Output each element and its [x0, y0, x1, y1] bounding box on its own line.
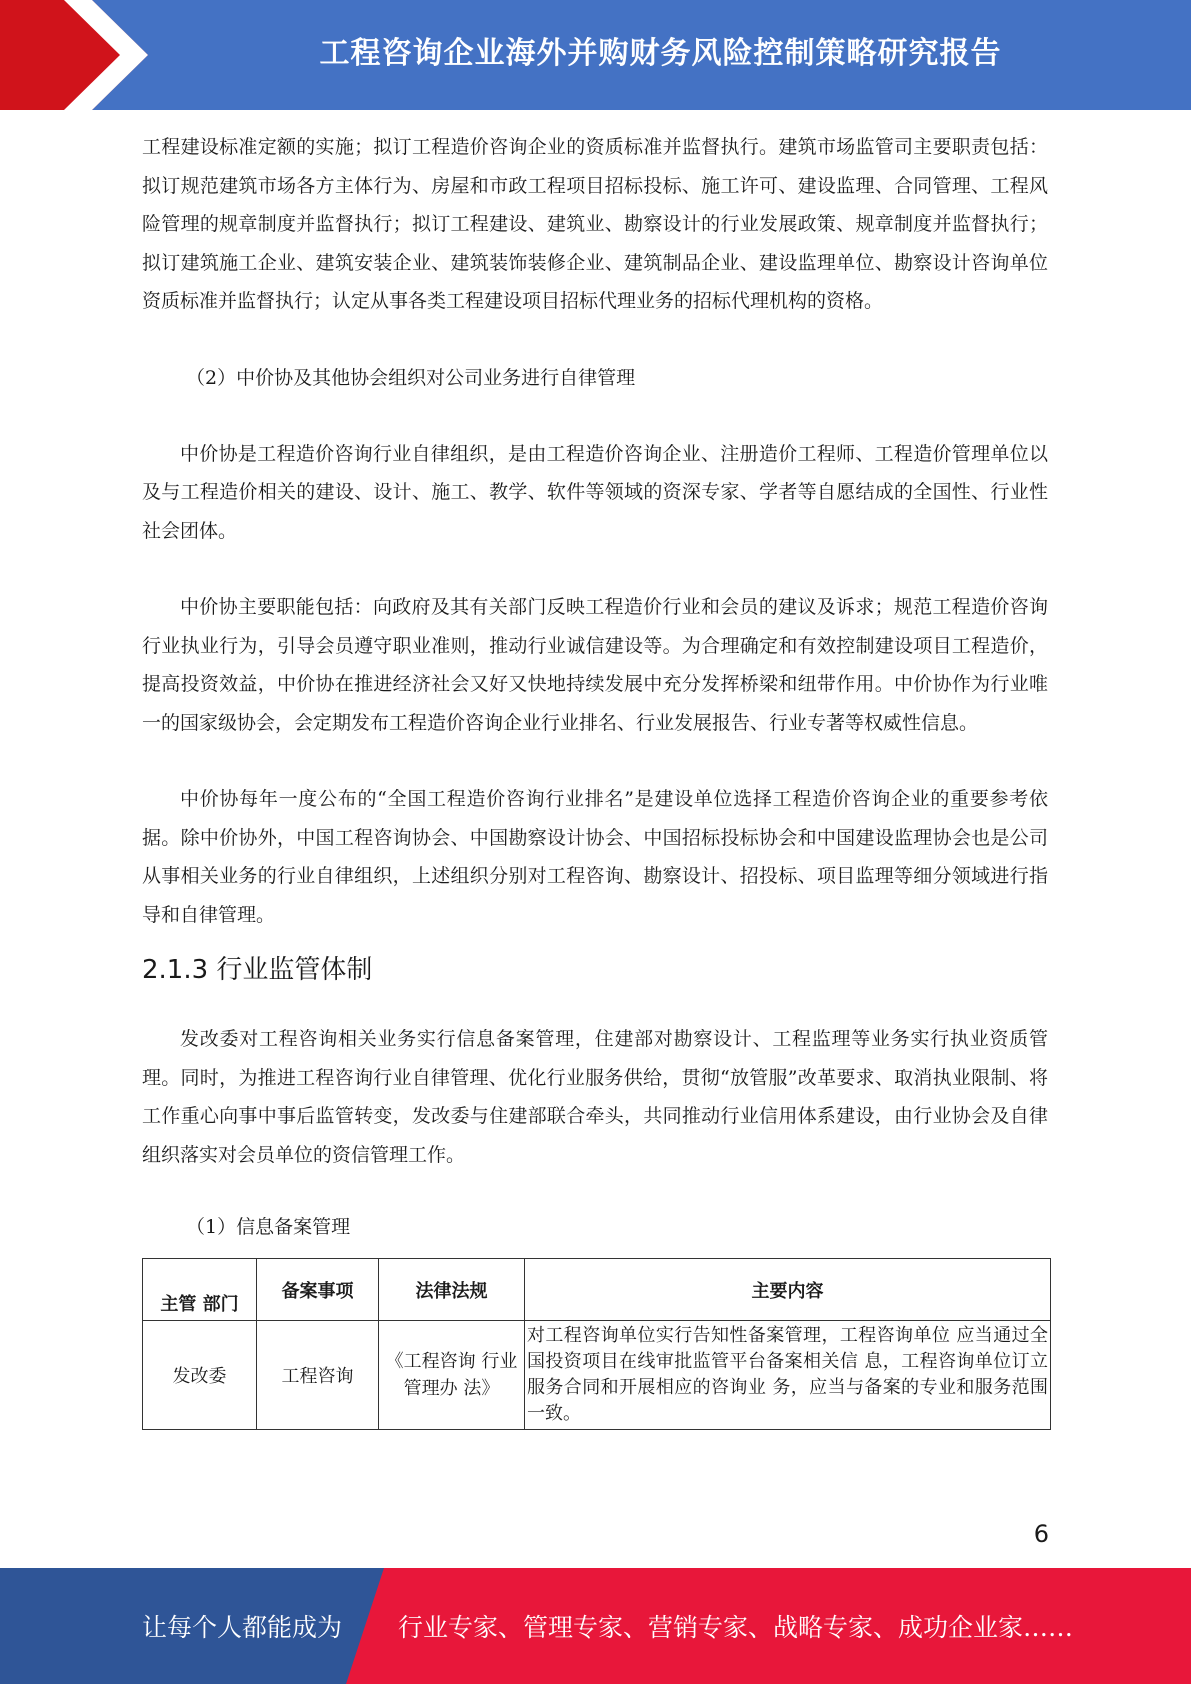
header-chevron-decoration — [0, 0, 170, 110]
paragraph-2: 中价协是工程造价咨询行业自律组织，是由工程造价咨询企业、注册造价工程师、工程造价管理单位以及与工程造价相关的建设、设计、施工、教学、软件等领域的资深专家、学者等自愿结成的全国性、行业性社会团体。 — [142, 442, 1048, 542]
table-header-cell: 主要内容 — [525, 1259, 1051, 1321]
subheading-2: （2）中价协及其他协会组织对公司业务进行自律管理 — [186, 366, 636, 389]
page-number: 6 — [1033, 1520, 1049, 1548]
table-header-cell: 法律法规 — [379, 1259, 525, 1321]
paragraph-3: 中价协主要职能包括：向政府及其有关部门反映工程造价行业和会员的建议及诉求；规范工程造价咨询行业执业行为，引导会员遵守职业准则，推动行业诚信建设等。为合理确定和有效控制建设项目工程造价，提高投资效益，中价协在推进经济社会又好又快地持续发展中充分发挥桥梁和纽带作用。中价协作为行业唯一的国家级协会，会定期发布工程造价咨询企业行业排名、行业发展报告、行业专著等权威性信息。 — [142, 596, 1048, 734]
document-title: 工程咨询企业海外并购财务风险控制策略研究报告 — [319, 36, 1002, 71]
subheading-1: （1）信息备案管理 — [186, 1216, 351, 1238]
footer-banner — [0, 1568, 1191, 1684]
table-cell-item: 工程咨询 — [257, 1321, 379, 1430]
paragraph-4: 中价协每年一度公布的“全国工程造价咨询行业排名”是建设单位选择工程造价咨询企业的重要参考依据。除中价协外，中国工程咨询协会、中国勘察设计协会、中国招标投标协会和中国建设监理协会也是公司从事相关业务的行业自律组织，上述组织分别对工程咨询、勘察设计、招投标、项目监理等细分领域进行指导和自律管理。 — [142, 788, 1048, 926]
info-table — [142, 1258, 1051, 1430]
table-row — [143, 1321, 1051, 1430]
table-cell-dept: 发改委 — [143, 1321, 257, 1430]
paragraph-5: 发改委对工程咨询相关业务实行信息备案管理，住建部对勘察设计、工程监理等业务实行执业资质管理。同时，为推进工程咨询行业自律管理、优化行业服务供给，贯彻“放管服”改革要求、取消执业限制、将工作重心向事中事后监管转变，发改委与住建部联合牵头，共同推动行业信用体系建设，由行业协会及自律组织落实对会员单位的资信管理工作。 — [142, 1028, 1048, 1166]
main-content — [142, 128, 1048, 1430]
paragraph-1: 工程建设标准定额的实施；拟订工程造价咨询企业的资质标准并监督执行。建筑市场监管司主要职责包括：拟订规范建筑市场各方主体行为、房屋和市政工程项目招标投标、施工许可、建设监理、合同管理、工程风险管理的规章制度并监督执行；拟订工程建设、建筑业、勘察设计的行业发展政策、规章制度并监督执行；拟订建筑施工企业、建筑安装企业、建筑装饰装修企业、建筑制品企业、建设监理单位、勘察设计咨询单位资质标准并监督执行；认定从事各类工程建设项目招标代理业务的招标代理机构的资格。 — [142, 136, 1048, 312]
table-header-row — [143, 1259, 1051, 1321]
footer-slogan-left: 让每个人都能成为 — [142, 1613, 343, 1642]
header-banner — [0, 0, 1191, 110]
table-cell-law: 《工程咨询 行业管理办 法》 — [379, 1321, 525, 1430]
section-heading: 2.1.3 行业监管体制 — [142, 955, 373, 985]
table-cell-content: 对工程咨询单位实行告知性备案管理，工程咨询单位 应当通过全国投资项目在线审批监管平台备案相关信 息，工程咨询单位订立服务合同和开展相应的咨询业 务，应当与备案的专业和服务范围一致。 — [525, 1321, 1051, 1430]
table-header-cell: 备案事项 — [257, 1259, 379, 1321]
table-header-cell: 主管 部门 — [143, 1259, 257, 1321]
footer-slogan-right: 行业专家、管理专家、营销专家、战略专家、成功企业家…… — [398, 1613, 1074, 1642]
